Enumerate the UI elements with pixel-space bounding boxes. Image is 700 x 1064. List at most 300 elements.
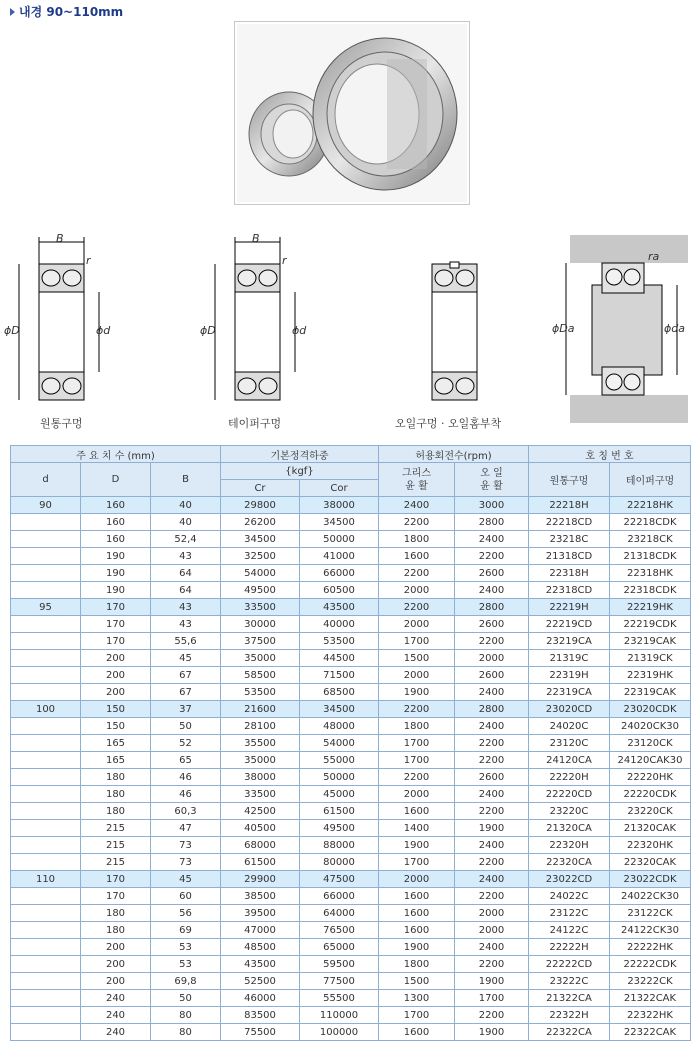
cell-oil: 2200 [455, 888, 529, 905]
cell-grease: 2000 [379, 786, 455, 803]
cell-cor: 65000 [300, 939, 379, 956]
cell-cr: 47000 [221, 922, 300, 939]
diagram-cylindrical-bore [4, 232, 134, 437]
cell-cyl: 23120C [529, 735, 610, 752]
cell-d: 170 [81, 871, 151, 888]
cell-cr: 38000 [221, 769, 300, 786]
cell-grease: 1900 [379, 837, 455, 854]
table-row [11, 854, 691, 871]
cell-cor: 50000 [300, 531, 379, 548]
cell-d: 100 [11, 701, 81, 718]
cell-cyl: 22218H [529, 497, 610, 514]
cell-d: 165 [81, 735, 151, 752]
cell-d: 180 [81, 786, 151, 803]
cell-d: 110 [11, 871, 81, 888]
cell-d: 180 [81, 803, 151, 820]
cell-b: 50 [151, 990, 221, 1007]
cell-d [11, 803, 81, 820]
cell-cr: 52500 [221, 973, 300, 990]
cell-cor: 60500 [300, 582, 379, 599]
cell-grease: 1400 [379, 820, 455, 837]
cell-taper: 23022CDK [610, 871, 691, 888]
cell-grease: 1900 [379, 939, 455, 956]
cell-taper: 23220CK [610, 803, 691, 820]
cell-oil: 2400 [455, 531, 529, 548]
cell-oil: 2400 [455, 582, 529, 599]
cell-cor: 41000 [300, 548, 379, 565]
table-header-row-2 [11, 463, 691, 480]
cell-cyl: 24120CA [529, 752, 610, 769]
table-row [11, 718, 691, 735]
table-row [11, 769, 691, 786]
cell-d: 200 [81, 667, 151, 684]
cell-taper: 23219CAK [610, 633, 691, 650]
header-oil: 오 일 윤 활 [455, 463, 529, 497]
cell-grease: 1800 [379, 531, 455, 548]
table-row [11, 701, 691, 718]
cell-taper: 23120CK [610, 735, 691, 752]
cell-taper: 24120CAK30 [610, 752, 691, 769]
cell-cr: 39500 [221, 905, 300, 922]
cell-oil: 1900 [455, 820, 529, 837]
cell-cr: 29800 [221, 497, 300, 514]
table-row [11, 548, 691, 565]
cell-cyl: 24020C [529, 718, 610, 735]
cell-d: 240 [81, 990, 151, 1007]
cell-cr: 37500 [221, 633, 300, 650]
diagram-oil-hole-groove [390, 232, 540, 437]
cell-oil: 2200 [455, 633, 529, 650]
cell-taper: 21322CAK [610, 990, 691, 1007]
cell-oil: 2000 [455, 922, 529, 939]
cell-grease: 1500 [379, 973, 455, 990]
cell-grease: 1900 [379, 684, 455, 701]
cell-cyl: 22220H [529, 769, 610, 786]
cell-cyl: 21319C [529, 650, 610, 667]
cell-b: 80 [151, 1024, 221, 1041]
cell-cyl: 22218CD [529, 514, 610, 531]
cell-cr: 35500 [221, 735, 300, 752]
cell-d [11, 735, 81, 752]
cell-d: 180 [81, 769, 151, 786]
table-row [11, 939, 691, 956]
cell-b: 80 [151, 1007, 221, 1024]
cell-cor: 49500 [300, 820, 379, 837]
cell-d: 190 [81, 548, 151, 565]
cell-d: 200 [81, 956, 151, 973]
cell-grease: 1700 [379, 752, 455, 769]
cell-grease: 1300 [379, 990, 455, 1007]
cell-b: 37 [151, 701, 221, 718]
cell-cor: 40000 [300, 616, 379, 633]
cell-grease: 1600 [379, 905, 455, 922]
cell-cr: 42500 [221, 803, 300, 820]
cell-grease: 1500 [379, 650, 455, 667]
dim-housing-diameter-label: ϕDa [552, 322, 575, 335]
bearing-illustration [237, 24, 467, 202]
cell-cyl: 22319CA [529, 684, 610, 701]
cell-cyl: 23219CA [529, 633, 610, 650]
cell-cr: 38500 [221, 888, 300, 905]
cell-cyl: 24022C [529, 888, 610, 905]
cell-b: 64 [151, 582, 221, 599]
cell-taper: 22319HK [610, 667, 691, 684]
cell-grease: 1800 [379, 956, 455, 973]
cell-taper: 22319CAK [610, 684, 691, 701]
dim-bore-diameter-label: ϕd [96, 324, 111, 337]
cell-grease: 2400 [379, 497, 455, 514]
cell-grease: 1600 [379, 922, 455, 939]
cell-cor: 59500 [300, 956, 379, 973]
cell-cyl: 22222H [529, 939, 610, 956]
dim-b-label: B [252, 232, 260, 245]
cell-oil: 2800 [455, 514, 529, 531]
diagram-label-tapered: 테이퍼구멍 [228, 417, 282, 430]
cell-taper: 23122CK [610, 905, 691, 922]
cell-b: 67 [151, 684, 221, 701]
table-row [11, 735, 691, 752]
cell-b: 60,3 [151, 803, 221, 820]
table-row [11, 650, 691, 667]
cell-d: 95 [11, 599, 81, 616]
cell-oil: 1900 [455, 973, 529, 990]
cell-cor: 76500 [300, 922, 379, 939]
cell-taper: 22218CDK [610, 514, 691, 531]
cell-cyl: 22320H [529, 837, 610, 854]
cell-taper: 21319CK [610, 650, 691, 667]
cell-cr: 48500 [221, 939, 300, 956]
table-row [11, 990, 691, 1007]
cell-taper: 24122CK30 [610, 922, 691, 939]
bearing-spec-table [10, 445, 691, 1041]
cell-cr: 61500 [221, 854, 300, 871]
cell-cr: 43500 [221, 956, 300, 973]
cell-oil: 2400 [455, 837, 529, 854]
cell-b: 50 [151, 718, 221, 735]
cell-cr: 53500 [221, 684, 300, 701]
cell-cor: 53500 [300, 633, 379, 650]
cell-d [11, 837, 81, 854]
table-row [11, 684, 691, 701]
cell-d [11, 548, 81, 565]
cell-d [11, 531, 81, 548]
cell-grease: 1800 [379, 718, 455, 735]
cell-oil: 2000 [455, 650, 529, 667]
cell-grease: 1600 [379, 548, 455, 565]
cell-d: 150 [81, 701, 151, 718]
cell-taper: 22322CAK [610, 1024, 691, 1041]
table-row [11, 956, 691, 973]
cell-d [11, 905, 81, 922]
cell-b: 53 [151, 956, 221, 973]
cell-oil: 2200 [455, 548, 529, 565]
table-row [11, 1007, 691, 1024]
cell-grease: 2000 [379, 871, 455, 888]
cell-grease: 2000 [379, 582, 455, 599]
cell-cyl: 23218C [529, 531, 610, 548]
cell-cr: 33500 [221, 786, 300, 803]
dim-r-label: r [86, 254, 91, 267]
cell-oil: 2000 [455, 905, 529, 922]
cell-grease: 1700 [379, 1007, 455, 1024]
arrow-bullet-icon [10, 8, 15, 16]
cell-b: 60 [151, 888, 221, 905]
cell-cor: 88000 [300, 837, 379, 854]
table-row [11, 599, 691, 616]
cell-cor: 77500 [300, 973, 379, 990]
cell-taper: 22222HK [610, 939, 691, 956]
cell-b: 46 [151, 769, 221, 786]
cell-cor: 54000 [300, 735, 379, 752]
header-main-dimensions: 주 요 치 수 (mm) [11, 446, 221, 463]
cell-cor: 64000 [300, 905, 379, 922]
cell-d: 170 [81, 888, 151, 905]
cell-oil: 1700 [455, 990, 529, 1007]
cell-oil: 2800 [455, 599, 529, 616]
cell-grease: 1600 [379, 888, 455, 905]
cell-cyl: 21320CA [529, 820, 610, 837]
cell-taper: 22320HK [610, 837, 691, 854]
cell-b: 45 [151, 871, 221, 888]
cell-taper: 22222CDK [610, 956, 691, 973]
cell-d: 240 [81, 1007, 151, 1024]
bearing-photo [234, 21, 470, 205]
cell-oil: 2600 [455, 667, 529, 684]
table-row [11, 803, 691, 820]
cell-d: 180 [81, 922, 151, 939]
cell-oil: 2400 [455, 684, 529, 701]
cell-cr: 58500 [221, 667, 300, 684]
table-row [11, 633, 691, 650]
cell-grease: 2200 [379, 599, 455, 616]
cell-cyl: 23022CD [529, 871, 610, 888]
cell-cyl: 24122C [529, 922, 610, 939]
cell-b: 47 [151, 820, 221, 837]
cell-b: 52 [151, 735, 221, 752]
cell-d: 240 [81, 1024, 151, 1041]
cell-cr: 33500 [221, 599, 300, 616]
cell-d: 150 [81, 718, 151, 735]
cell-cor: 48000 [300, 718, 379, 735]
cell-d [11, 990, 81, 1007]
cell-cor: 50000 [300, 769, 379, 786]
cell-cyl: 23020CD [529, 701, 610, 718]
cell-oil: 2400 [455, 939, 529, 956]
cell-grease: 1600 [379, 803, 455, 820]
header-d: d [11, 463, 81, 497]
cell-oil: 2200 [455, 1007, 529, 1024]
cell-oil: 2600 [455, 769, 529, 786]
cell-cor: 71500 [300, 667, 379, 684]
table-row [11, 514, 691, 531]
table-row [11, 837, 691, 854]
cell-oil: 2400 [455, 718, 529, 735]
diagram-label-cylindrical: 원통구멍 [40, 417, 83, 430]
cell-cor: 66000 [300, 888, 379, 905]
cell-d: 200 [81, 939, 151, 956]
cell-b: 43 [151, 599, 221, 616]
cell-b: 52,4 [151, 531, 221, 548]
table-row [11, 531, 691, 548]
cell-d: 170 [81, 633, 151, 650]
cell-cr: 26200 [221, 514, 300, 531]
table-row [11, 922, 691, 939]
header-cylindrical: 원통구멍 [529, 463, 610, 497]
cell-cyl: 22322CA [529, 1024, 610, 1041]
cell-cyl: 22219CD [529, 616, 610, 633]
cell-cor: 66000 [300, 565, 379, 582]
cell-taper: 22218HK [610, 497, 691, 514]
dim-r-label: r [282, 254, 287, 267]
cell-cor: 110000 [300, 1007, 379, 1024]
cell-oil: 2600 [455, 565, 529, 582]
cell-oil: 2800 [455, 701, 529, 718]
cell-b: 55,6 [151, 633, 221, 650]
cell-cr: 68000 [221, 837, 300, 854]
table-row [11, 565, 691, 582]
cell-taper: 22318CDK [610, 582, 691, 599]
cell-d: 200 [81, 684, 151, 701]
cell-grease: 1700 [379, 735, 455, 752]
cell-oil: 2400 [455, 786, 529, 803]
cell-d: 160 [81, 531, 151, 548]
table-row [11, 752, 691, 769]
cell-cyl: 22320CA [529, 854, 610, 871]
cell-taper: 23222CK [610, 973, 691, 990]
cell-d: 90 [11, 497, 81, 514]
cell-oil: 3000 [455, 497, 529, 514]
cell-d: 180 [81, 905, 151, 922]
cell-oil: 2200 [455, 803, 529, 820]
cell-d: 200 [81, 973, 151, 990]
table-row [11, 786, 691, 803]
cell-d [11, 922, 81, 939]
header-basic-load-rating: 기본정격하중 [221, 446, 379, 463]
cell-oil: 2200 [455, 735, 529, 752]
cell-b: 43 [151, 548, 221, 565]
cell-grease: 1600 [379, 1024, 455, 1041]
cell-b: 67 [151, 667, 221, 684]
cell-d [11, 854, 81, 871]
cell-taper: 22318HK [610, 565, 691, 582]
dim-shaft-diameter-label: ϕda [664, 322, 685, 335]
cell-d: 160 [81, 514, 151, 531]
cell-d [11, 820, 81, 837]
header-D: D [81, 463, 151, 497]
cell-d: 170 [81, 616, 151, 633]
cell-d [11, 973, 81, 990]
cell-taper: 22219CDK [610, 616, 691, 633]
cell-cr: 54000 [221, 565, 300, 582]
cell-b: 73 [151, 854, 221, 871]
cell-d [11, 667, 81, 684]
cell-d [11, 1007, 81, 1024]
cell-b: 73 [151, 837, 221, 854]
cell-b: 65 [151, 752, 221, 769]
cell-cyl: 21318CD [529, 548, 610, 565]
header-cor: Cor [300, 480, 379, 497]
cell-cor: 43500 [300, 599, 379, 616]
cell-d [11, 956, 81, 973]
cell-cor: 34500 [300, 514, 379, 531]
dim-outer-diameter-label: ϕD [4, 324, 20, 337]
cell-cr: 35000 [221, 752, 300, 769]
cell-cor: 55500 [300, 990, 379, 1007]
cell-grease: 2000 [379, 667, 455, 684]
cell-cor: 34500 [300, 701, 379, 718]
table-row [11, 871, 691, 888]
cell-b: 64 [151, 565, 221, 582]
page-title-wrap [10, 3, 123, 20]
cell-oil: 2200 [455, 752, 529, 769]
table-row [11, 1024, 691, 1041]
cell-cr: 30000 [221, 616, 300, 633]
cell-b: 69 [151, 922, 221, 939]
diagram-mounting-dimensions [552, 230, 692, 425]
header-grease: 그리스 윤 활 [379, 463, 455, 497]
cell-d [11, 650, 81, 667]
cell-cor: 45000 [300, 786, 379, 803]
cell-grease: 2000 [379, 616, 455, 633]
table-row [11, 973, 691, 990]
cell-cor: 38000 [300, 497, 379, 514]
diagram-tapered-bore [200, 232, 330, 437]
table-row [11, 905, 691, 922]
cell-b: 40 [151, 497, 221, 514]
cell-d: 215 [81, 854, 151, 871]
cell-grease: 1700 [379, 854, 455, 871]
cell-b: 45 [151, 650, 221, 667]
cell-d [11, 786, 81, 803]
cell-taper: 22322HK [610, 1007, 691, 1024]
cell-cr: 32500 [221, 548, 300, 565]
cell-cr: 83500 [221, 1007, 300, 1024]
table-row [11, 497, 691, 514]
header-allowable-speed: 허용회전수(rpm) [379, 446, 529, 463]
cell-cor: 61500 [300, 803, 379, 820]
cell-d [11, 752, 81, 769]
cell-taper: 22219HK [610, 599, 691, 616]
cell-d: 190 [81, 582, 151, 599]
cell-b: 46 [151, 786, 221, 803]
cell-cr: 34500 [221, 531, 300, 548]
cell-cr: 29900 [221, 871, 300, 888]
cell-d [11, 718, 81, 735]
header-B: B [151, 463, 221, 497]
cell-d [11, 888, 81, 905]
dim-ra-label: ra [648, 250, 660, 263]
cell-d: 160 [81, 497, 151, 514]
header-tapered: 테이퍼구멍 [610, 463, 691, 497]
cell-cyl: 22220CD [529, 786, 610, 803]
cell-cor: 68500 [300, 684, 379, 701]
cell-b: 40 [151, 514, 221, 531]
cell-d [11, 616, 81, 633]
cell-taper: 24022CK30 [610, 888, 691, 905]
header-kgf: {kgf} [221, 463, 379, 480]
diagram-label-oil-hole: 오일구멍 · 오일홈부착 [395, 417, 502, 430]
cell-cyl: 21322CA [529, 990, 610, 1007]
cell-cyl: 22319H [529, 667, 610, 684]
cell-grease: 2200 [379, 701, 455, 718]
cell-cyl: 23220C [529, 803, 610, 820]
cell-cor: 44500 [300, 650, 379, 667]
cell-taper: 21320CAK [610, 820, 691, 837]
cell-taper: 22220HK [610, 769, 691, 786]
cell-cor: 47500 [300, 871, 379, 888]
cell-d: 215 [81, 837, 151, 854]
table-row [11, 616, 691, 633]
